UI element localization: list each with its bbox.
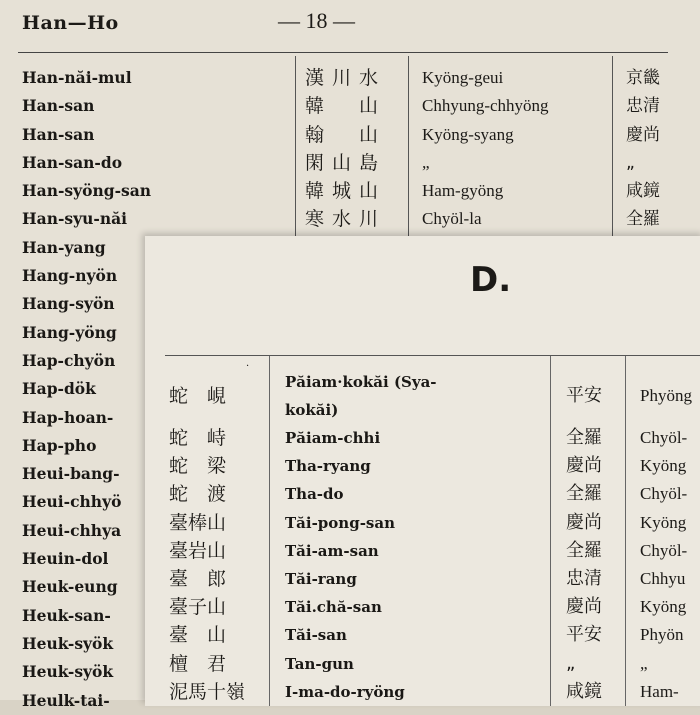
entry-romanized: Heuk-eung xyxy=(22,577,118,597)
entry-province: Chhyung-chhyöng xyxy=(422,96,549,116)
entry-romanized: Han-syu-năi xyxy=(22,209,128,229)
entry-hanja: 蛇 渡 xyxy=(169,483,227,506)
entry-province-hanja: 慶尚 xyxy=(566,455,602,477)
entry-province: Kyöng xyxy=(640,597,687,617)
entry-romanized: Hap-dök xyxy=(22,379,96,399)
entry-hanja: 泥馬十嶺 xyxy=(169,680,246,703)
entry-romanized: Păiam-chhi xyxy=(285,429,381,447)
running-head: Han—Ho xyxy=(22,12,119,34)
entry-romanized: Hap-hoan- xyxy=(22,407,114,427)
entry-province: Chyöl- xyxy=(640,540,688,560)
section-letter: D. xyxy=(470,260,512,300)
entry-romanized: Heuk-syök xyxy=(22,662,114,682)
entry-province-hanja: 全羅 xyxy=(566,483,602,505)
entry-province: Kyöng-geui xyxy=(422,68,504,87)
entry-hanja: 蛇 峴 xyxy=(169,385,227,407)
entry-romanized: Hang-nyön xyxy=(22,266,118,286)
entry-province-hanja: 咸鏡 xyxy=(626,181,660,202)
table-row xyxy=(145,480,700,508)
entry-hanja: 臺岩山 xyxy=(169,539,227,562)
column-divider xyxy=(612,56,613,236)
entry-province-hanja: 全羅 xyxy=(566,427,602,448)
entry-province: Kyöng xyxy=(640,456,687,476)
entry-romanized: Tăi-rang xyxy=(285,569,357,588)
entry-hanja: 漢川水 xyxy=(305,67,387,89)
table-row xyxy=(145,424,700,452)
entry-hanja: 閑山島 xyxy=(305,151,387,174)
entry-list xyxy=(145,368,700,706)
entry-province: „ xyxy=(422,152,430,172)
romanized-list xyxy=(22,64,151,715)
entry-hanja: 臺子山 xyxy=(169,596,227,619)
entry-romanized: Păiam·kokăi (Sya-kokăi) xyxy=(285,373,437,419)
entry-hanja: 寒水川 xyxy=(305,208,387,231)
entry-romanized: Heui-chhya xyxy=(22,520,122,540)
table-row xyxy=(145,650,700,678)
entry-province-hanja: 慶尚 xyxy=(566,596,602,618)
entry-hanja: 檀 君 xyxy=(169,652,227,675)
table-row xyxy=(145,593,700,621)
entry-province-hanja: 忠清 xyxy=(566,567,602,589)
entry-romanized: I-ma-do-ryöng xyxy=(285,682,405,701)
entry-romanized: Tha-do xyxy=(285,485,344,504)
entry-romanized: Han-san xyxy=(22,96,95,116)
table-row xyxy=(145,452,700,480)
entry-province: „ xyxy=(640,653,648,673)
entry-province: Ham-gyöng xyxy=(422,181,504,201)
entry-romanized: Hang-yöng xyxy=(22,322,117,342)
entry-province-hanja: 京畿 xyxy=(626,68,660,88)
page-number: — 18 — xyxy=(278,8,355,33)
entry-hanja: 韓 山 xyxy=(305,95,387,118)
entry-romanized: Han-yang xyxy=(22,237,106,257)
entry-hanja: 臺 郎 xyxy=(169,567,227,590)
entry-romanized: Tha-ryang xyxy=(285,457,371,476)
entry-romanized: Han-san-do xyxy=(22,152,123,172)
entry-romanized: Hap-chyön xyxy=(22,350,116,370)
table-row xyxy=(145,509,700,537)
entry-province-hanja: 慶尚 xyxy=(566,511,602,533)
entry-hanja: 蛇 梁 xyxy=(169,455,227,478)
entry-province-hanja: 咸鏡 xyxy=(566,680,602,702)
entry-province-hanja: 平安 xyxy=(566,624,602,646)
entry-province: Chyöl- xyxy=(640,428,688,447)
entry-romanized: Heuk-san- xyxy=(22,605,111,625)
entry-province-hanja: 全羅 xyxy=(626,209,660,230)
table-row xyxy=(145,537,700,565)
entry-romanized: Heuk-syök xyxy=(22,633,114,653)
header-rule xyxy=(165,355,700,356)
entry-province: Phyöng xyxy=(640,386,692,405)
entry-romanized: Tăi-am-san xyxy=(285,541,379,560)
entry-romanized: Hap-pho xyxy=(22,435,97,455)
table-row xyxy=(145,678,700,706)
entry-romanized: Han-năi-mul xyxy=(22,68,132,87)
header-rule xyxy=(18,52,668,53)
entry-romanized: Heulk-tai- xyxy=(22,690,110,710)
entry-province-hanja: 全羅 xyxy=(566,539,602,561)
entry-hanja: 臺 山 xyxy=(169,624,227,647)
entry-province-hanja: „ xyxy=(566,652,576,674)
entry-romanized: Tan-gun xyxy=(285,654,354,673)
entry-province: Chhyu xyxy=(640,568,686,588)
entry-romanized: Tăi-pong-san xyxy=(285,513,395,532)
entry-hanja: 臺棒山 xyxy=(169,511,227,534)
dot-mark: · xyxy=(246,361,250,372)
entry-province-hanja: 慶尚 xyxy=(626,124,660,145)
entry-hanja: 蛇 峙 xyxy=(169,427,227,449)
entry-province: Ham- xyxy=(640,681,679,701)
table-row xyxy=(145,565,700,593)
entry-province: Kyöng xyxy=(640,512,687,532)
entry-province-hanja: 平安 xyxy=(566,385,602,406)
entry-hanja: 韓城山 xyxy=(305,180,387,203)
entry-romanized: Heui-bang- xyxy=(22,464,120,484)
entry-romanized: Hang-syön xyxy=(22,294,115,314)
table-row xyxy=(145,368,700,424)
entry-province: Kyöng-syang xyxy=(422,124,514,144)
entry-romanized: Heui-chhyö xyxy=(22,492,122,512)
entry-province: Chyöl- xyxy=(640,484,688,504)
entry-romanized: Tăi-san xyxy=(285,626,347,645)
entry-province: Phyön xyxy=(640,625,684,645)
column-divider xyxy=(408,56,409,236)
entry-romanized: Tăi.chă-san xyxy=(285,598,382,617)
entry-province-hanja: „ xyxy=(626,152,635,173)
entry-romanized: Heuin-dol xyxy=(22,549,109,569)
entry-province: Chyöl-la xyxy=(422,209,482,229)
entry-romanized: Han-syöng-san xyxy=(22,181,152,201)
table-row xyxy=(145,621,700,649)
entry-province-hanja: 忠清 xyxy=(626,96,660,117)
entry-hanja: 翰 山 xyxy=(305,123,387,146)
column-divider xyxy=(295,56,296,236)
entry-romanized: Han-san xyxy=(22,124,95,144)
front-page xyxy=(145,236,700,706)
